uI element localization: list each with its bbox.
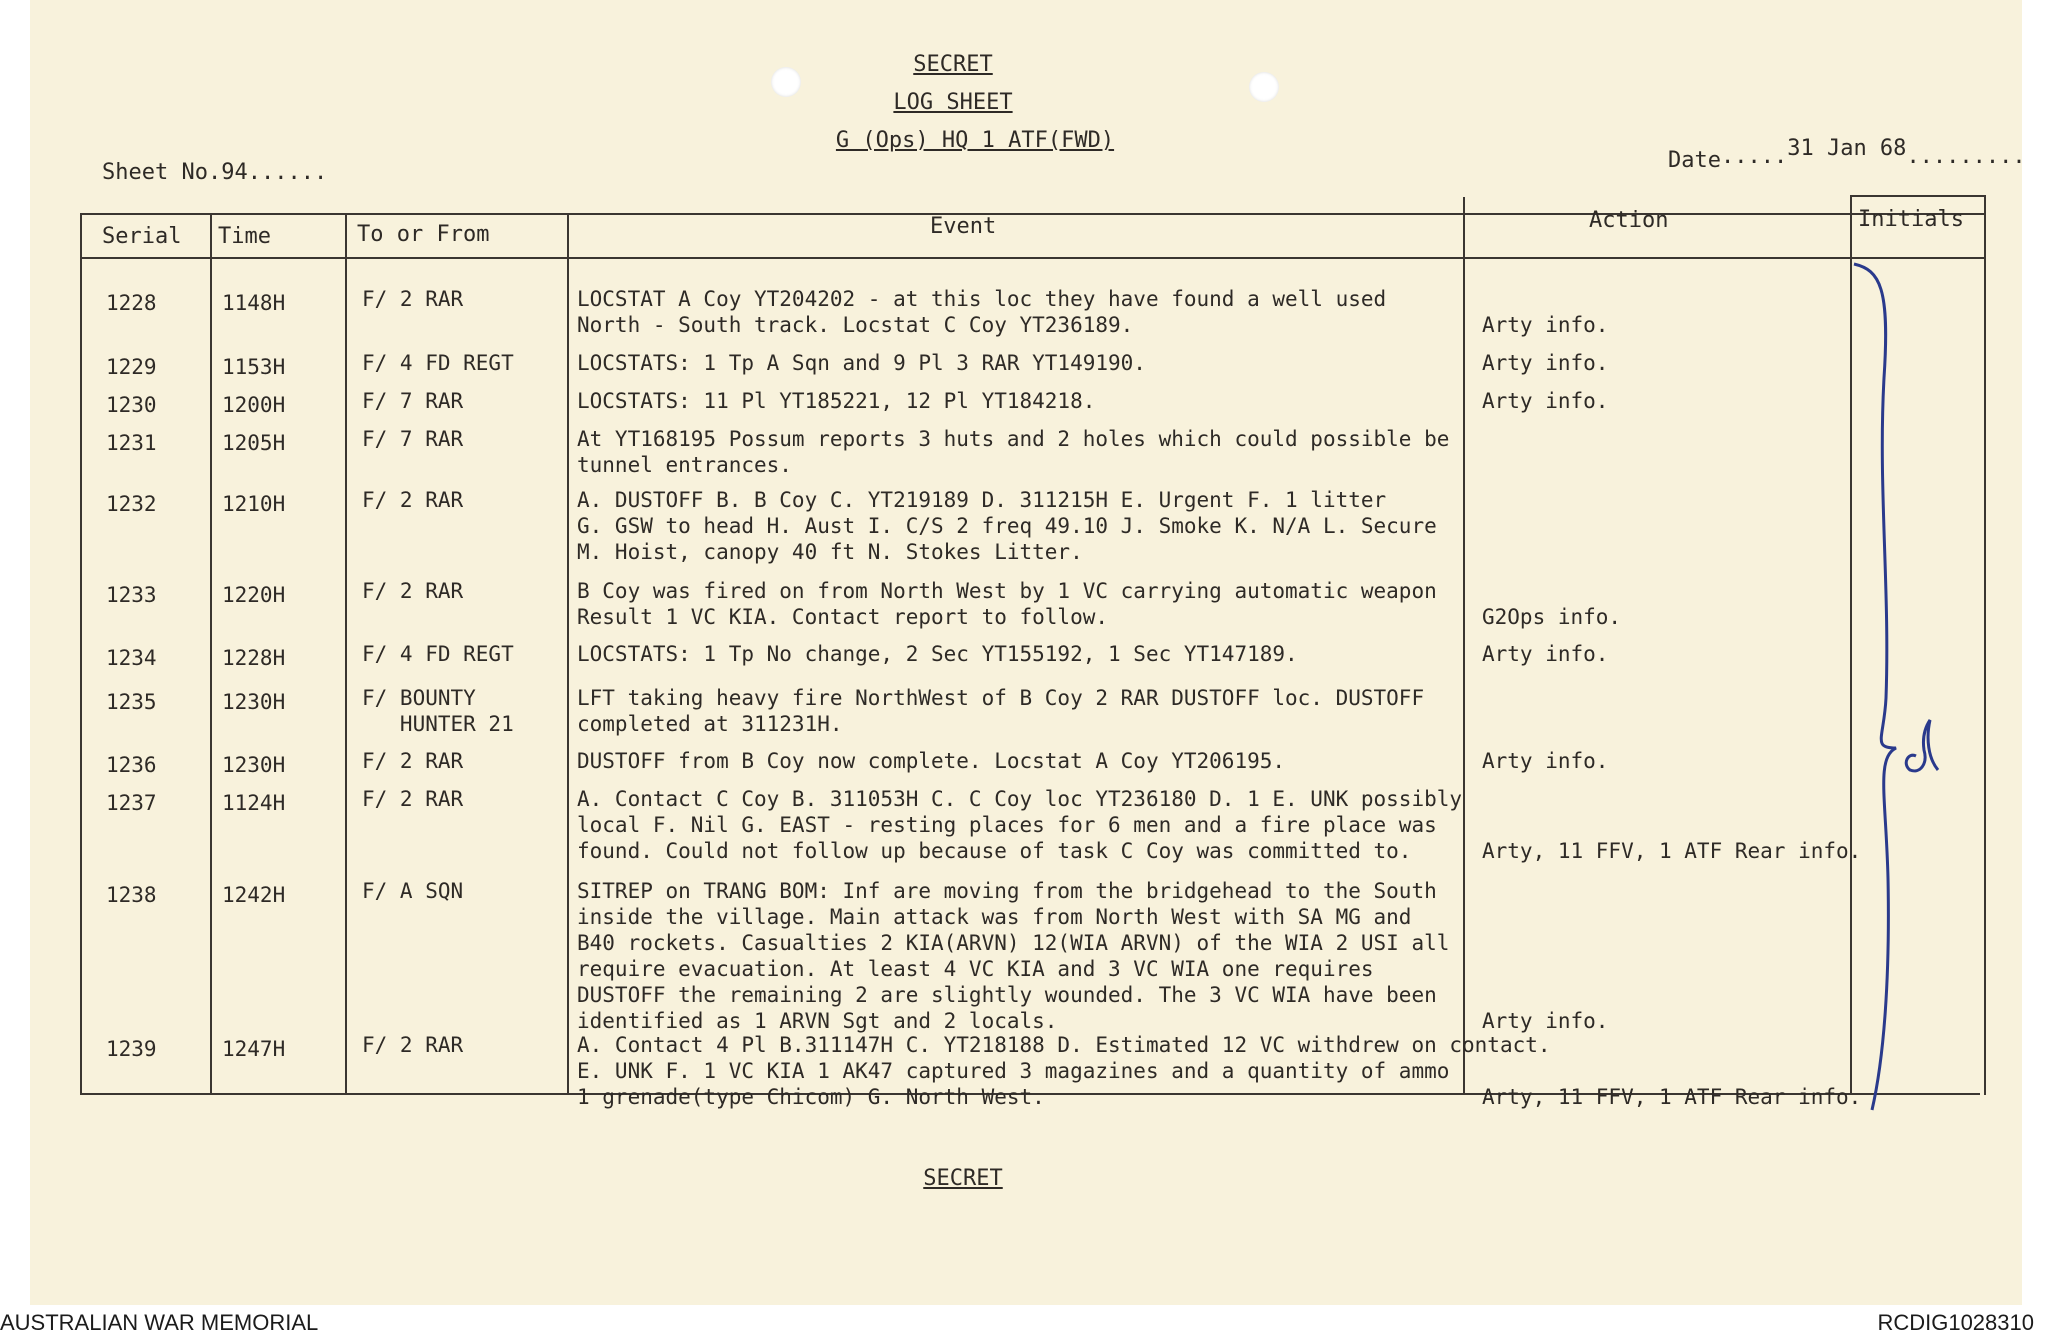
time-cell: 1124H <box>222 791 286 815</box>
event-line: SITREP on TRANG BOM: Inf are moving from the bridgehead to the South <box>577 879 1437 903</box>
action-cell: Arty info. <box>1482 389 1609 413</box>
date-value: 31 Jan 68 <box>1787 136 1907 161</box>
column-header-time: Time <box>218 224 271 249</box>
to-or-from-cell: F/ 7 RAR <box>362 427 464 451</box>
column-header-to-or-from: To or From <box>357 222 490 247</box>
event-line: found. Could not follow up because of task C Coy was committed to. <box>577 839 1412 863</box>
time-cell: 1220H <box>222 583 286 607</box>
event-line: LOCSTAT A Coy YT204202 - at this loc they have found a well used <box>577 287 1387 311</box>
action-cell: Arty info. <box>1482 749 1609 773</box>
date-field: Date.....31 Jan 68......... <box>1668 136 2026 173</box>
action-cell: Arty, 11 FFV, 1 ATF Rear info. <box>1482 1085 1862 1109</box>
event-line: At YT168195 Possum reports 3 huts and 2 holes which could possible be <box>577 427 1450 451</box>
to-or-from-cell: HUNTER 21 <box>362 712 514 736</box>
event-line: LOCSTATS: 1 Tp A Sqn and 9 Pl 3 RAR YT149190. <box>577 351 1146 375</box>
event-line: identified as 1 ARVN Sgt and 2 locals. <box>577 1009 1058 1033</box>
event-line: Result 1 VC KIA. Contact report to follow. <box>577 605 1109 629</box>
to-or-from-cell: F/ BOUNTY <box>362 686 476 710</box>
event-line: LOCSTATS: 11 Pl YT185221, 12 Pl YT184218. <box>577 389 1096 413</box>
time-cell: 1230H <box>222 690 286 714</box>
event-line: M. Hoist, canopy 40 ft N. Stokes Litter. <box>577 540 1083 564</box>
punch-hole-right <box>1249 72 1279 102</box>
time-cell: 1153H <box>222 355 286 379</box>
column-header-serial: Serial <box>102 224 182 249</box>
classification-bottom: SECRET <box>923 1166 1003 1191</box>
action-cell: Arty info. <box>1482 1009 1609 1033</box>
time-cell: 1200H <box>222 393 286 417</box>
column-divider-from <box>567 213 569 1095</box>
event-line: B40 rockets. Casualties 2 KIA(ARVN) 12(WIA ARVN) of the WIA 2 USI all <box>577 931 1450 955</box>
action-cell: Arty info. <box>1482 313 1609 337</box>
sheet-number-field: Sheet No.94...... <box>102 160 328 185</box>
action-cell: Arty info. <box>1482 642 1609 666</box>
header-bottom-border <box>80 257 1986 259</box>
time-cell: 1205H <box>222 431 286 455</box>
to-or-from-cell: F/ A SQN <box>362 879 464 903</box>
time-cell: 1228H <box>222 646 286 670</box>
serial-cell: 1235 <box>106 690 157 714</box>
event-line: LFT taking heavy fire NorthWest of B Coy 2 RAR DUSTOFF loc. DUSTOFF <box>577 686 1425 710</box>
serial-cell: 1239 <box>106 1037 157 1061</box>
event-line: require evacuation. At least 4 VC KIA and 3 VC WIA one requires <box>577 957 1374 981</box>
footer-id: RCDIG1028310 <box>1877 1310 2034 1335</box>
event-line: tunnel entrances. <box>577 453 792 477</box>
sheet-number: 94 <box>221 160 248 185</box>
serial-cell: 1232 <box>106 492 157 516</box>
event-line: completed at 311231H. <box>577 712 843 736</box>
event-line: 1 grenade(type Chicom) G. North West. <box>577 1085 1045 1109</box>
serial-cell: 1234 <box>106 646 157 670</box>
serial-cell: 1228 <box>106 291 157 315</box>
event-line: local F. Nil G. EAST - resting places for 6 men and a fire place was <box>577 813 1437 837</box>
action-cell: G2Ops info. <box>1482 605 1622 629</box>
punch-hole-left <box>771 67 801 97</box>
action-cell: Arty, 11 FFV, 1 ATF Rear info. <box>1482 839 1862 863</box>
event-line: DUSTOFF the remaining 2 are slightly wounded. The 3 VC WIA have been <box>577 983 1437 1007</box>
time-cell: 1210H <box>222 492 286 516</box>
table-top-border <box>80 213 1986 215</box>
event-line: A. Contact 4 Pl B.311147H C. YT218188 D. Estimated 12 VC withdrew on contact. <box>577 1033 1551 1057</box>
event-line: North - South track. Locstat C Coy YT236189. <box>577 313 1134 337</box>
serial-cell: 1236 <box>106 753 157 777</box>
event-line: E. UNK F. 1 VC KIA 1 AK47 captured 3 magazines and a quantity of ammo <box>577 1059 1450 1083</box>
to-or-from-cell: F/ 2 RAR <box>362 579 464 603</box>
serial-cell: 1233 <box>106 583 157 607</box>
event-line: G. GSW to head H. Aust I. C/S 2 freq 49.10 J. Smoke K. N/A L. Secure <box>577 514 1437 538</box>
time-cell: 1242H <box>222 883 286 907</box>
to-or-from-cell: F/ 2 RAR <box>362 787 464 811</box>
column-header-initials: Initials <box>1858 207 1964 232</box>
column-divider-event <box>1463 197 1465 1095</box>
to-or-from-cell: F/ 2 RAR <box>362 287 464 311</box>
time-cell: 1148H <box>222 291 286 315</box>
event-line: A. DUSTOFF B. B Coy C. YT219189 D. 311215H E. Urgent F. 1 litter <box>577 488 1387 512</box>
column-divider-serial <box>210 213 212 1095</box>
sheet-label: Sheet No. <box>102 160 222 185</box>
to-or-from-cell: F/ 2 RAR <box>362 488 464 512</box>
table-right-border <box>1984 195 1986 1095</box>
event-line: B Coy was fired on from North West by 1 VC carrying automatic weapon <box>577 579 1437 603</box>
serial-cell: 1231 <box>106 431 157 455</box>
time-cell: 1230H <box>222 753 286 777</box>
initials-bracket-mark <box>1850 258 1960 1118</box>
footer-source: AUSTRALIAN WAR MEMORIAL <box>0 1310 319 1335</box>
serial-cell: 1229 <box>106 355 157 379</box>
column-header-action: Action <box>1589 208 1669 233</box>
date-label: Date <box>1668 148 1721 173</box>
to-or-from-cell: F/ 7 RAR <box>362 389 464 413</box>
event-line: inside the village. Main attack was from North West with SA MG and <box>577 905 1412 929</box>
to-or-from-cell: F/ 2 RAR <box>362 749 464 773</box>
event-line: DUSTOFF from B Coy now complete. Locstat A Coy YT206195. <box>577 749 1286 773</box>
time-cell: 1247H <box>222 1037 286 1061</box>
serial-cell: 1238 <box>106 883 157 907</box>
column-divider-time <box>345 213 347 1095</box>
event-line: LOCSTATS: 1 Tp No change, 2 Sec YT155192, 1 Sec YT147189. <box>577 642 1298 666</box>
serial-cell: 1230 <box>106 393 157 417</box>
to-or-from-cell: F/ 4 FD REGT <box>362 351 514 375</box>
initials-top-border <box>1850 195 1986 197</box>
column-header-event: Event <box>930 214 997 239</box>
unit-heading: G (Ops) HQ 1 ATF(FWD) <box>835 128 1115 153</box>
table-left-border <box>80 213 82 1095</box>
to-or-from-cell: F/ 2 RAR <box>362 1033 464 1057</box>
classification-top: SECRET <box>913 52 993 77</box>
action-cell: Arty info. <box>1482 351 1609 375</box>
document-title: LOG SHEET <box>893 90 1013 115</box>
event-line: A. Contact C Coy B. 311053H C. C Coy loc YT236180 D. 1 E. UNK possibly <box>577 787 1463 811</box>
to-or-from-cell: F/ 4 FD REGT <box>362 642 514 666</box>
serial-cell: 1237 <box>106 791 157 815</box>
